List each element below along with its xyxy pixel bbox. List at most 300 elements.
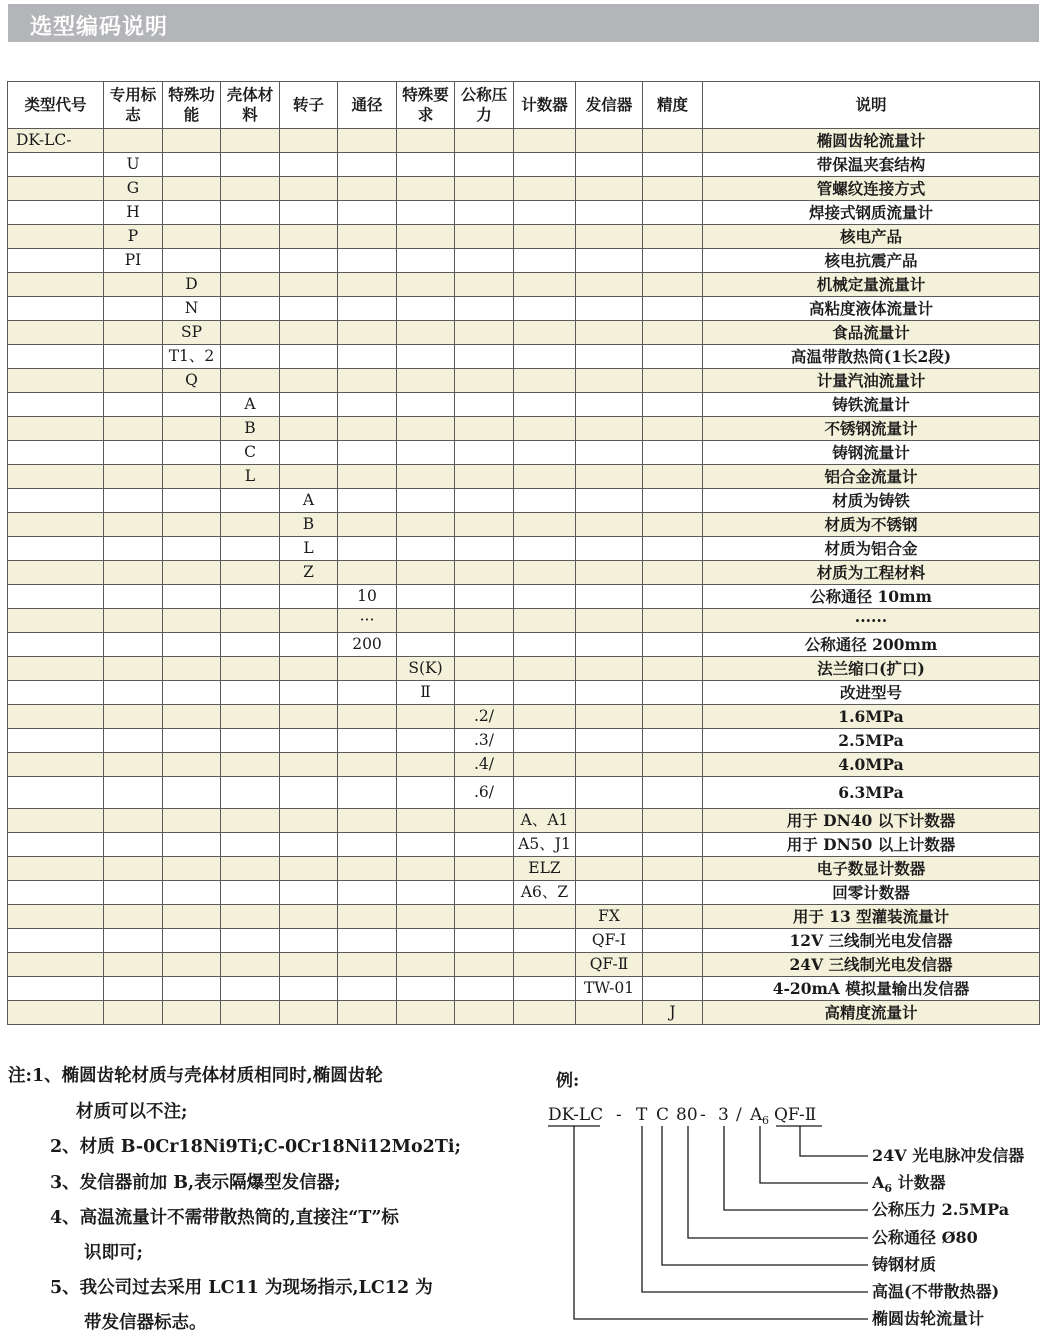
empty-cell [8, 609, 104, 633]
empty-cell [576, 881, 643, 905]
header-cell: 说明 [703, 82, 1040, 129]
empty-cell [455, 321, 514, 345]
row-description: 12V 三线制光电发信器 [703, 929, 1040, 953]
row-code: SP [163, 321, 221, 345]
empty-cell [221, 681, 280, 705]
empty-cell [104, 561, 163, 585]
table-row [8, 585, 1040, 609]
empty-cell [338, 513, 397, 537]
empty-cell [514, 249, 576, 273]
empty-cell [455, 609, 514, 633]
empty-cell [514, 489, 576, 513]
empty-cell [8, 657, 104, 681]
empty-cell [8, 833, 104, 857]
empty-cell [104, 297, 163, 321]
example-diagram [540, 1062, 1040, 1332]
leader-c [662, 1126, 868, 1265]
empty-cell [643, 177, 703, 201]
empty-cell [576, 225, 643, 249]
empty-cell [514, 929, 576, 953]
empty-cell [576, 513, 643, 537]
empty-cell [455, 441, 514, 465]
table-row [8, 609, 1040, 633]
empty-cell [104, 513, 163, 537]
empty-cell [643, 441, 703, 465]
empty-cell [104, 681, 163, 705]
table-row [8, 513, 1040, 537]
row-description: 核电抗震产品 [703, 249, 1040, 273]
empty-cell [643, 633, 703, 657]
empty-cell [8, 537, 104, 561]
empty-cell [643, 537, 703, 561]
empty-cell [104, 585, 163, 609]
empty-cell [397, 153, 455, 177]
empty-cell [280, 705, 338, 729]
empty-cell [643, 417, 703, 441]
empty-cell [104, 833, 163, 857]
row-description: 管螺纹连接方式 [703, 177, 1040, 201]
empty-cell [514, 753, 576, 777]
code-c: C [656, 1105, 670, 1125]
row-description: 食品流量计 [703, 321, 1040, 345]
table-row [8, 681, 1040, 705]
empty-cell [221, 777, 280, 809]
empty-cell [643, 585, 703, 609]
empty-cell [338, 225, 397, 249]
table-row [8, 345, 1040, 369]
header-cell: 精度 [643, 82, 703, 129]
empty-cell [576, 393, 643, 417]
empty-cell [455, 905, 514, 929]
empty-cell [221, 537, 280, 561]
row-code: DK-LC- [8, 129, 104, 153]
empty-cell [338, 977, 397, 1001]
row-code: G [104, 177, 163, 201]
header-cell: 通径 [338, 82, 397, 129]
empty-cell [397, 881, 455, 905]
desc-pressure: 公称压力 2.5MPa [872, 1200, 1010, 1219]
empty-cell [338, 177, 397, 201]
empty-cell [8, 465, 104, 489]
empty-cell [397, 809, 455, 833]
header-cell: 发信器 [576, 82, 643, 129]
empty-cell [576, 153, 643, 177]
table-row [8, 633, 1040, 657]
table-row [8, 249, 1040, 273]
empty-cell [221, 489, 280, 513]
empty-cell [643, 657, 703, 681]
empty-cell [163, 857, 221, 881]
empty-cell [8, 153, 104, 177]
table-row [8, 705, 1040, 729]
row-description: ······ [703, 609, 1040, 633]
table-row [8, 753, 1040, 777]
empty-cell [455, 585, 514, 609]
empty-cell [104, 729, 163, 753]
empty-cell [455, 537, 514, 561]
empty-cell [576, 201, 643, 225]
empty-cell [104, 417, 163, 441]
empty-cell [338, 273, 397, 297]
row-description: 公称通径 10mm [703, 585, 1040, 609]
table-row [8, 1001, 1040, 1025]
row-description: 计量汽油流量计 [703, 369, 1040, 393]
table-row [8, 393, 1040, 417]
leader-3 [724, 1126, 868, 1210]
table-row [8, 977, 1040, 1001]
code-3: 3 [718, 1105, 729, 1125]
page-title: 选型编码说明 [30, 15, 169, 40]
row-description: 椭圆齿轮流量计 [703, 129, 1040, 153]
empty-cell [8, 585, 104, 609]
empty-cell [397, 977, 455, 1001]
empty-cell [338, 249, 397, 273]
empty-cell [514, 777, 576, 809]
row-code: .2/ [455, 705, 514, 729]
empty-cell [338, 465, 397, 489]
empty-cell [338, 153, 397, 177]
empty-cell [643, 753, 703, 777]
header-cell: 壳体材料 [221, 82, 280, 129]
header-cell: 类型代号 [8, 82, 104, 129]
row-description: 电子数显计数器 [703, 857, 1040, 881]
empty-cell [514, 953, 576, 977]
empty-cell [455, 345, 514, 369]
row-code: FX [576, 905, 643, 929]
empty-cell [163, 657, 221, 681]
empty-cell [397, 905, 455, 929]
empty-cell [338, 809, 397, 833]
row-description: 6.3MPa [703, 777, 1040, 809]
header-cell: 计数器 [514, 82, 576, 129]
empty-cell [514, 297, 576, 321]
empty-cell [338, 705, 397, 729]
row-code: A5、J1 [514, 833, 576, 857]
code-80: 80 [676, 1105, 698, 1125]
empty-cell [643, 777, 703, 809]
empty-cell [397, 273, 455, 297]
row-description: 2.5MPa [703, 729, 1040, 753]
empty-cell [221, 881, 280, 905]
empty-cell [8, 681, 104, 705]
empty-cell [514, 177, 576, 201]
empty-cell [576, 441, 643, 465]
empty-cell [8, 513, 104, 537]
empty-cell [221, 585, 280, 609]
empty-cell [576, 537, 643, 561]
empty-cell [455, 177, 514, 201]
empty-cell [280, 273, 338, 297]
empty-cell [8, 345, 104, 369]
empty-cell [8, 977, 104, 1001]
code-dash-2: - [700, 1105, 706, 1125]
row-code: T1、2 [163, 345, 221, 369]
empty-cell [8, 393, 104, 417]
empty-cell [221, 177, 280, 201]
empty-cell [514, 441, 576, 465]
empty-cell [397, 609, 455, 633]
empty-cell [455, 249, 514, 273]
table-row [8, 201, 1040, 225]
empty-cell [455, 657, 514, 681]
note-5: 5、我公司过去采用 LC11 为现场指示,LC12 为 [50, 1278, 433, 1298]
empty-cell [338, 489, 397, 513]
empty-cell [514, 321, 576, 345]
table-row [8, 777, 1040, 809]
empty-cell [643, 273, 703, 297]
row-code: 200 [338, 633, 397, 657]
table-row [8, 129, 1040, 153]
empty-cell [163, 681, 221, 705]
row-description: 高粘度液体流量计 [703, 297, 1040, 321]
table-row [8, 929, 1040, 953]
desc-signal: 24V 光电脉冲发信器 [872, 1146, 1025, 1165]
table-header-row [8, 82, 1040, 129]
code-a: A [750, 1105, 763, 1125]
empty-cell [576, 609, 643, 633]
table-row [8, 561, 1040, 585]
row-code: QF-Ⅰ [576, 929, 643, 953]
empty-cell [8, 201, 104, 225]
table-row [8, 297, 1040, 321]
row-code: .6/ [455, 777, 514, 809]
row-description: 法兰缩口(扩口) [703, 657, 1040, 681]
empty-cell [576, 777, 643, 809]
empty-cell [514, 129, 576, 153]
empty-cell [338, 129, 397, 153]
empty-cell [455, 465, 514, 489]
empty-cell [455, 273, 514, 297]
row-code: Ⅱ [397, 681, 455, 705]
leader-80 [688, 1126, 868, 1238]
empty-cell [338, 201, 397, 225]
code-a-sub: 6 [762, 1114, 769, 1127]
empty-cell [280, 809, 338, 833]
empty-cell [643, 705, 703, 729]
table-row [8, 465, 1040, 489]
empty-cell [163, 201, 221, 225]
empty-cell [455, 369, 514, 393]
code-slash: / [736, 1105, 742, 1125]
table-row [8, 729, 1040, 753]
empty-cell [455, 929, 514, 953]
row-description: 用于 13 型灌装流量计 [703, 905, 1040, 929]
empty-cell [280, 905, 338, 929]
empty-cell [280, 633, 338, 657]
empty-cell [514, 345, 576, 369]
title-bar [8, 4, 1039, 42]
row-code: C [221, 441, 280, 465]
empty-cell [280, 777, 338, 809]
table-row [8, 833, 1040, 857]
empty-cell [576, 633, 643, 657]
empty-cell [576, 705, 643, 729]
empty-cell [280, 297, 338, 321]
empty-cell [280, 201, 338, 225]
empty-cell [514, 393, 576, 417]
empty-cell [8, 705, 104, 729]
row-code: TW-01 [576, 977, 643, 1001]
empty-cell [104, 929, 163, 953]
row-code: ELZ [514, 857, 576, 881]
empty-cell [163, 585, 221, 609]
empty-cell [338, 777, 397, 809]
row-code: Q [163, 369, 221, 393]
empty-cell [338, 393, 397, 417]
desc-material: 铸钢材质 [872, 1255, 937, 1274]
table-row [8, 809, 1040, 833]
empty-cell [163, 561, 221, 585]
table-row [8, 657, 1040, 681]
empty-cell [455, 561, 514, 585]
empty-cell [221, 561, 280, 585]
empty-cell [397, 753, 455, 777]
empty-cell [338, 321, 397, 345]
empty-cell [104, 441, 163, 465]
row-description: 高精度流量计 [703, 1001, 1040, 1025]
empty-cell [104, 273, 163, 297]
empty-cell [576, 297, 643, 321]
empty-cell [576, 809, 643, 833]
empty-cell [8, 561, 104, 585]
empty-cell [643, 681, 703, 705]
empty-cell [455, 633, 514, 657]
empty-cell [104, 657, 163, 681]
table-row [8, 537, 1040, 561]
empty-cell [280, 465, 338, 489]
empty-cell [163, 129, 221, 153]
row-description: 1.6MPa [703, 705, 1040, 729]
empty-cell [576, 729, 643, 753]
empty-cell [221, 249, 280, 273]
empty-cell [280, 345, 338, 369]
code-dklc: DK-LC [548, 1105, 604, 1125]
empty-cell [104, 537, 163, 561]
empty-cell [104, 465, 163, 489]
empty-cell [338, 905, 397, 929]
empty-cell [397, 633, 455, 657]
empty-cell [8, 777, 104, 809]
row-code: U [104, 153, 163, 177]
table-row [8, 953, 1040, 977]
empty-cell [221, 905, 280, 929]
row-code: J [643, 1001, 703, 1025]
empty-cell [338, 1001, 397, 1025]
empty-cell [397, 705, 455, 729]
empty-cell [104, 369, 163, 393]
empty-cell [104, 489, 163, 513]
empty-cell [576, 369, 643, 393]
empty-cell [163, 977, 221, 1001]
empty-cell [221, 297, 280, 321]
empty-cell [280, 321, 338, 345]
row-description: 材质为铸铁 [703, 489, 1040, 513]
empty-cell [8, 1001, 104, 1025]
empty-cell [280, 1001, 338, 1025]
empty-cell [163, 225, 221, 249]
empty-cell [397, 417, 455, 441]
empty-cell [221, 953, 280, 977]
empty-cell [397, 489, 455, 513]
empty-cell [8, 369, 104, 393]
empty-cell [455, 225, 514, 249]
empty-cell [643, 129, 703, 153]
note-4-cont: 识即可; [84, 1243, 143, 1263]
row-code: B [280, 513, 338, 537]
empty-cell [338, 833, 397, 857]
row-description: 24V 三线制光电发信器 [703, 953, 1040, 977]
empty-cell [280, 977, 338, 1001]
empty-cell [338, 297, 397, 321]
empty-cell [576, 345, 643, 369]
leader-t [642, 1126, 868, 1292]
empty-cell [104, 633, 163, 657]
empty-cell [643, 297, 703, 321]
empty-cell [338, 441, 397, 465]
table-row [8, 225, 1040, 249]
empty-cell [397, 321, 455, 345]
empty-cell [221, 609, 280, 633]
empty-cell [221, 1001, 280, 1025]
empty-cell [576, 177, 643, 201]
table-row [8, 153, 1040, 177]
leader-dklc [574, 1126, 868, 1319]
empty-cell [8, 809, 104, 833]
empty-cell [455, 881, 514, 905]
empty-cell [514, 417, 576, 441]
empty-cell [280, 881, 338, 905]
empty-cell [280, 369, 338, 393]
empty-cell [8, 177, 104, 201]
empty-cell [514, 633, 576, 657]
empty-cell [397, 777, 455, 809]
empty-cell [280, 177, 338, 201]
row-description: 铸铁流量计 [703, 393, 1040, 417]
header-cell: 特殊功能 [163, 82, 221, 129]
empty-cell [280, 393, 338, 417]
desc-counter: $A_6$ 计数器 [872, 1173, 946, 1195]
row-description: 改进型号 [703, 681, 1040, 705]
row-description: 铸钢流量计 [703, 441, 1040, 465]
empty-cell [163, 489, 221, 513]
empty-cell [576, 561, 643, 585]
empty-cell [514, 201, 576, 225]
note-3: 3、发信器前加 B,表示隔爆型发信器; [50, 1173, 341, 1193]
empty-cell [104, 977, 163, 1001]
empty-cell [104, 705, 163, 729]
table-row [8, 321, 1040, 345]
row-code: D [163, 273, 221, 297]
empty-cell [397, 857, 455, 881]
empty-cell [338, 729, 397, 753]
empty-cell [280, 857, 338, 881]
empty-cell [643, 833, 703, 857]
empty-cell [514, 657, 576, 681]
empty-cell [280, 929, 338, 953]
row-description: 回零计数器 [703, 881, 1040, 905]
note-1: 注:1、椭圆齿轮材质与壳体材质相同时,椭圆齿轮 [8, 1066, 383, 1086]
empty-cell [576, 857, 643, 881]
empty-cell [643, 201, 703, 225]
table-row [8, 369, 1040, 393]
empty-cell [104, 1001, 163, 1025]
row-code: QF-Ⅱ [576, 953, 643, 977]
empty-cell [338, 953, 397, 977]
empty-cell [221, 857, 280, 881]
code-t: T [636, 1105, 648, 1125]
selection-code-table [7, 81, 1040, 1025]
table-row [8, 177, 1040, 201]
